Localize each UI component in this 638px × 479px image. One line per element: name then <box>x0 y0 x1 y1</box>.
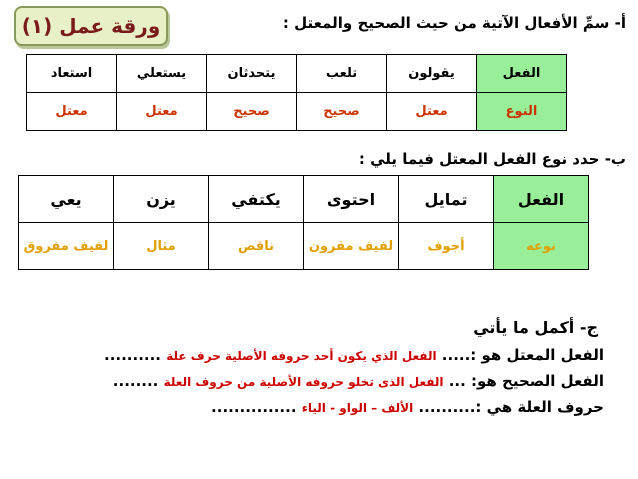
table-row <box>27 93 567 131</box>
worksheet-badge <box>14 6 168 46</box>
type-cell: لفيف مقرون <box>304 223 399 270</box>
section-b-heading: ب- حدد نوع الفعل المعتل فيما يلي : <box>358 150 626 168</box>
line-label: الفعل المعتل هو :..... <box>441 346 604 364</box>
table-row <box>27 55 567 93</box>
verb-cell: تمايل <box>399 176 494 223</box>
section-a-heading: أ- سمِّ الأفعال الآتية من حيث الصحيح والمعتل : <box>282 14 626 32</box>
verb-cell: استعاد <box>27 55 117 93</box>
type-cell: صحيح <box>207 93 297 131</box>
type-cell: أجوف <box>399 223 494 270</box>
line-answer: الألف – الواو - الياء <box>301 401 414 415</box>
type-cell: مثال <box>114 223 209 270</box>
verb-cell: يقولون <box>387 55 477 93</box>
section-a-table <box>26 54 567 131</box>
type-cell: معتل <box>387 93 477 131</box>
type-cell: ناقص <box>209 223 304 270</box>
verb-cell: يتحدثان <box>207 55 297 93</box>
line-answer: الفعل الذى تخلو حروفه الأصلية من حروف العلة <box>163 375 444 389</box>
type-cell: معتل <box>117 93 207 131</box>
completion-line-2 <box>113 372 604 390</box>
line-tail: ........ <box>112 372 159 390</box>
verb-header-cell: الفعل <box>477 55 567 93</box>
verb-cell: تلعب <box>297 55 387 93</box>
completion-line-3 <box>211 398 604 416</box>
line-label: حروف العلة هي :.......... <box>418 398 604 416</box>
line-label: الفعل الصحيح هو: ... <box>448 372 604 390</box>
section-c-heading: ج- أكمل ما يأتي <box>473 318 598 337</box>
type-header-cell: نوعه <box>494 223 589 270</box>
verb-cell: يكتفي <box>209 176 304 223</box>
type-cell: لفيف مفروق <box>19 223 114 270</box>
verb-cell: احتوى <box>304 176 399 223</box>
line-tail: ............... <box>211 398 297 416</box>
line-tail: .......... <box>104 346 161 364</box>
table-row <box>19 176 589 223</box>
worksheet-title: ورقة عمل (١) <box>21 14 161 38</box>
verb-cell: يعي <box>19 176 114 223</box>
completion-line-1 <box>104 346 604 364</box>
verb-cell: يزن <box>114 176 209 223</box>
section-b-table <box>18 175 589 270</box>
table-row <box>19 223 589 270</box>
line-answer: الفعل الذي يكون أحد حروفه الأصلية حرف علة <box>166 349 437 363</box>
type-cell: صحيح <box>297 93 387 131</box>
type-cell: معتل <box>27 93 117 131</box>
verb-header-cell: الفعل <box>494 176 589 223</box>
type-header-cell: النوع <box>477 93 567 131</box>
verb-cell: يستعلي <box>117 55 207 93</box>
